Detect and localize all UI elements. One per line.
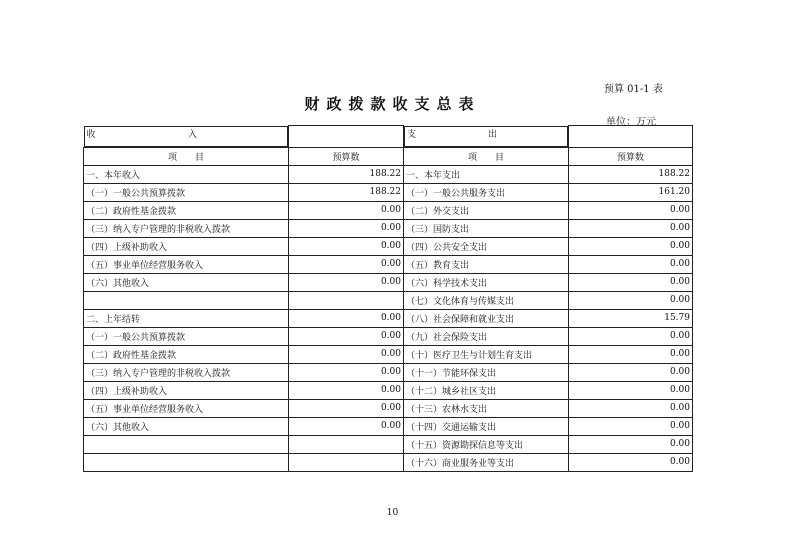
expense-item-cell: （十）医疗卫生与计划生育支出 xyxy=(404,345,569,363)
table-row xyxy=(84,219,693,237)
expense-item-cell: （一）一般公共服务支出 xyxy=(404,183,569,201)
page-number: 10 xyxy=(386,508,399,518)
income-item-cell: （三）纳入专户管理的非税收入拨款 xyxy=(84,363,289,381)
expense-value-cell: 0.00 xyxy=(569,237,693,255)
expense-header-char2: 出 xyxy=(487,129,497,140)
income-header-char1: 收 xyxy=(86,129,96,140)
table-row xyxy=(84,309,693,327)
income-budget-header: 预算数 xyxy=(289,147,404,165)
expense-value-cell: 0.00 xyxy=(569,219,693,237)
income-value-cell xyxy=(289,453,404,471)
expense-value-cell: 15.79 xyxy=(569,309,693,327)
expense-value-cell: 188.22 xyxy=(569,165,693,183)
income-section-blank xyxy=(289,126,404,148)
table-row xyxy=(84,291,693,309)
table-row xyxy=(84,345,693,363)
expense-item-cell: （十五）资源勘探信息等支出 xyxy=(404,435,569,453)
income-item-cell: （二）政府性基金拨款 xyxy=(84,345,289,363)
income-value-cell: 0.00 xyxy=(289,219,404,237)
table-row xyxy=(84,417,693,435)
expense-value-cell: 161.20 xyxy=(569,183,693,201)
income-value-cell: 0.00 xyxy=(289,381,404,399)
income-header-char2: 入 xyxy=(187,129,197,140)
table-row xyxy=(84,273,693,291)
expense-value-cell: 0.00 xyxy=(569,399,693,417)
income-value-cell: 188.22 xyxy=(289,165,404,183)
table-row xyxy=(84,381,693,399)
income-value-cell: 0.00 xyxy=(289,273,404,291)
table-row xyxy=(84,453,693,471)
expense-item-cell: （四）公共安全支出 xyxy=(404,237,569,255)
income-value-cell: 0.00 xyxy=(289,201,404,219)
income-item-cell: （四）上级补助收入 xyxy=(84,237,289,255)
income-item-cell: （五）事业单位经营服务收入 xyxy=(84,399,289,417)
table-row xyxy=(84,255,693,273)
expense-value-cell: 0.00 xyxy=(569,291,693,309)
income-value-cell: 0.00 xyxy=(289,327,404,345)
expense-item-cell: （七）文化体育与传媒支出 xyxy=(404,291,569,309)
table-row xyxy=(84,363,693,381)
expense-item-cell: （十二）城乡社区支出 xyxy=(404,381,569,399)
income-value-cell: 0.00 xyxy=(289,255,404,273)
expense-item-header: 项 目 xyxy=(404,147,569,165)
income-item-cell: 一、本年收入 xyxy=(84,165,289,183)
income-item-cell: （一）一般公共预算拨款 xyxy=(84,327,289,345)
income-item-cell: （一）一般公共预算拨款 xyxy=(84,183,289,201)
expense-value-cell: 0.00 xyxy=(569,417,693,435)
page-title: 财政拨款收支总表 xyxy=(304,95,481,113)
expense-value-cell: 0.00 xyxy=(569,255,693,273)
income-value-cell: 0.00 xyxy=(289,363,404,381)
income-item-cell: （六）其他收入 xyxy=(84,273,289,291)
expense-item-cell: （八）社会保障和就业支出 xyxy=(404,309,569,327)
expense-value-cell: 0.00 xyxy=(569,381,693,399)
expense-section-blank xyxy=(569,126,693,148)
income-item-cell: （二）政府性基金拨款 xyxy=(84,201,289,219)
table-row xyxy=(84,435,693,453)
income-value-cell: 0.00 xyxy=(289,345,404,363)
unit-label: 单位：万元 xyxy=(606,117,656,128)
expense-item-cell: （十一）节能环保支出 xyxy=(404,363,569,381)
budget-table xyxy=(83,125,693,472)
expense-item-cell: （十六）商业服务业等支出 xyxy=(404,453,569,471)
column-header-row xyxy=(84,147,693,165)
expense-item-cell: （十三）农林水支出 xyxy=(404,399,569,417)
income-value-cell: 0.00 xyxy=(289,309,404,327)
expense-item-cell: （三）国防支出 xyxy=(404,219,569,237)
income-item-cell: （四）上级补助收入 xyxy=(84,381,289,399)
income-item-cell xyxy=(84,453,289,471)
income-value-cell: 188.22 xyxy=(289,183,404,201)
income-value-cell: 0.00 xyxy=(289,399,404,417)
expense-section-header xyxy=(404,126,568,147)
section-header-row xyxy=(84,126,693,148)
table-row xyxy=(84,201,693,219)
income-item-cell xyxy=(84,291,289,309)
expense-item-cell: （六）科学技术支出 xyxy=(404,273,569,291)
table-row xyxy=(84,237,693,255)
income-item-cell xyxy=(84,435,289,453)
income-item-cell: （六）其他收入 xyxy=(84,417,289,435)
expense-budget-header: 预算数 xyxy=(569,147,693,165)
expense-value-cell: 0.00 xyxy=(569,201,693,219)
expense-item-cell: 一、本年支出 xyxy=(404,165,569,183)
expense-item-cell: （十四）交通运输支出 xyxy=(404,417,569,435)
expense-value-cell: 0.00 xyxy=(569,435,693,453)
table-row xyxy=(84,165,693,183)
expense-item-cell: （五）教育支出 xyxy=(404,255,569,273)
expense-value-cell: 0.00 xyxy=(569,327,693,345)
income-item-header: 项 目 xyxy=(84,147,289,165)
income-item-cell: 二、上年结转 xyxy=(84,309,289,327)
income-value-cell: 0.00 xyxy=(289,237,404,255)
expense-header-char1: 支 xyxy=(407,129,417,140)
expense-item-cell: （二）外交支出 xyxy=(404,201,569,219)
income-section-header xyxy=(84,126,289,147)
expense-value-cell: 0.00 xyxy=(569,453,693,471)
income-item-cell: （五）事业单位经营服务收入 xyxy=(84,255,289,273)
expense-item-cell: （九）社会保险支出 xyxy=(404,327,569,345)
income-item-cell: （三）纳入专户管理的非税收入拨款 xyxy=(84,219,289,237)
income-value-cell xyxy=(289,291,404,309)
form-code: 预算 01-1 表 xyxy=(604,84,663,95)
table-row xyxy=(84,327,693,345)
table-row xyxy=(84,183,693,201)
table-row xyxy=(84,399,693,417)
expense-value-cell: 0.00 xyxy=(569,345,693,363)
expense-value-cell: 0.00 xyxy=(569,273,693,291)
expense-value-cell: 0.00 xyxy=(569,363,693,381)
income-value-cell: 0.00 xyxy=(289,417,404,435)
income-value-cell xyxy=(289,435,404,453)
